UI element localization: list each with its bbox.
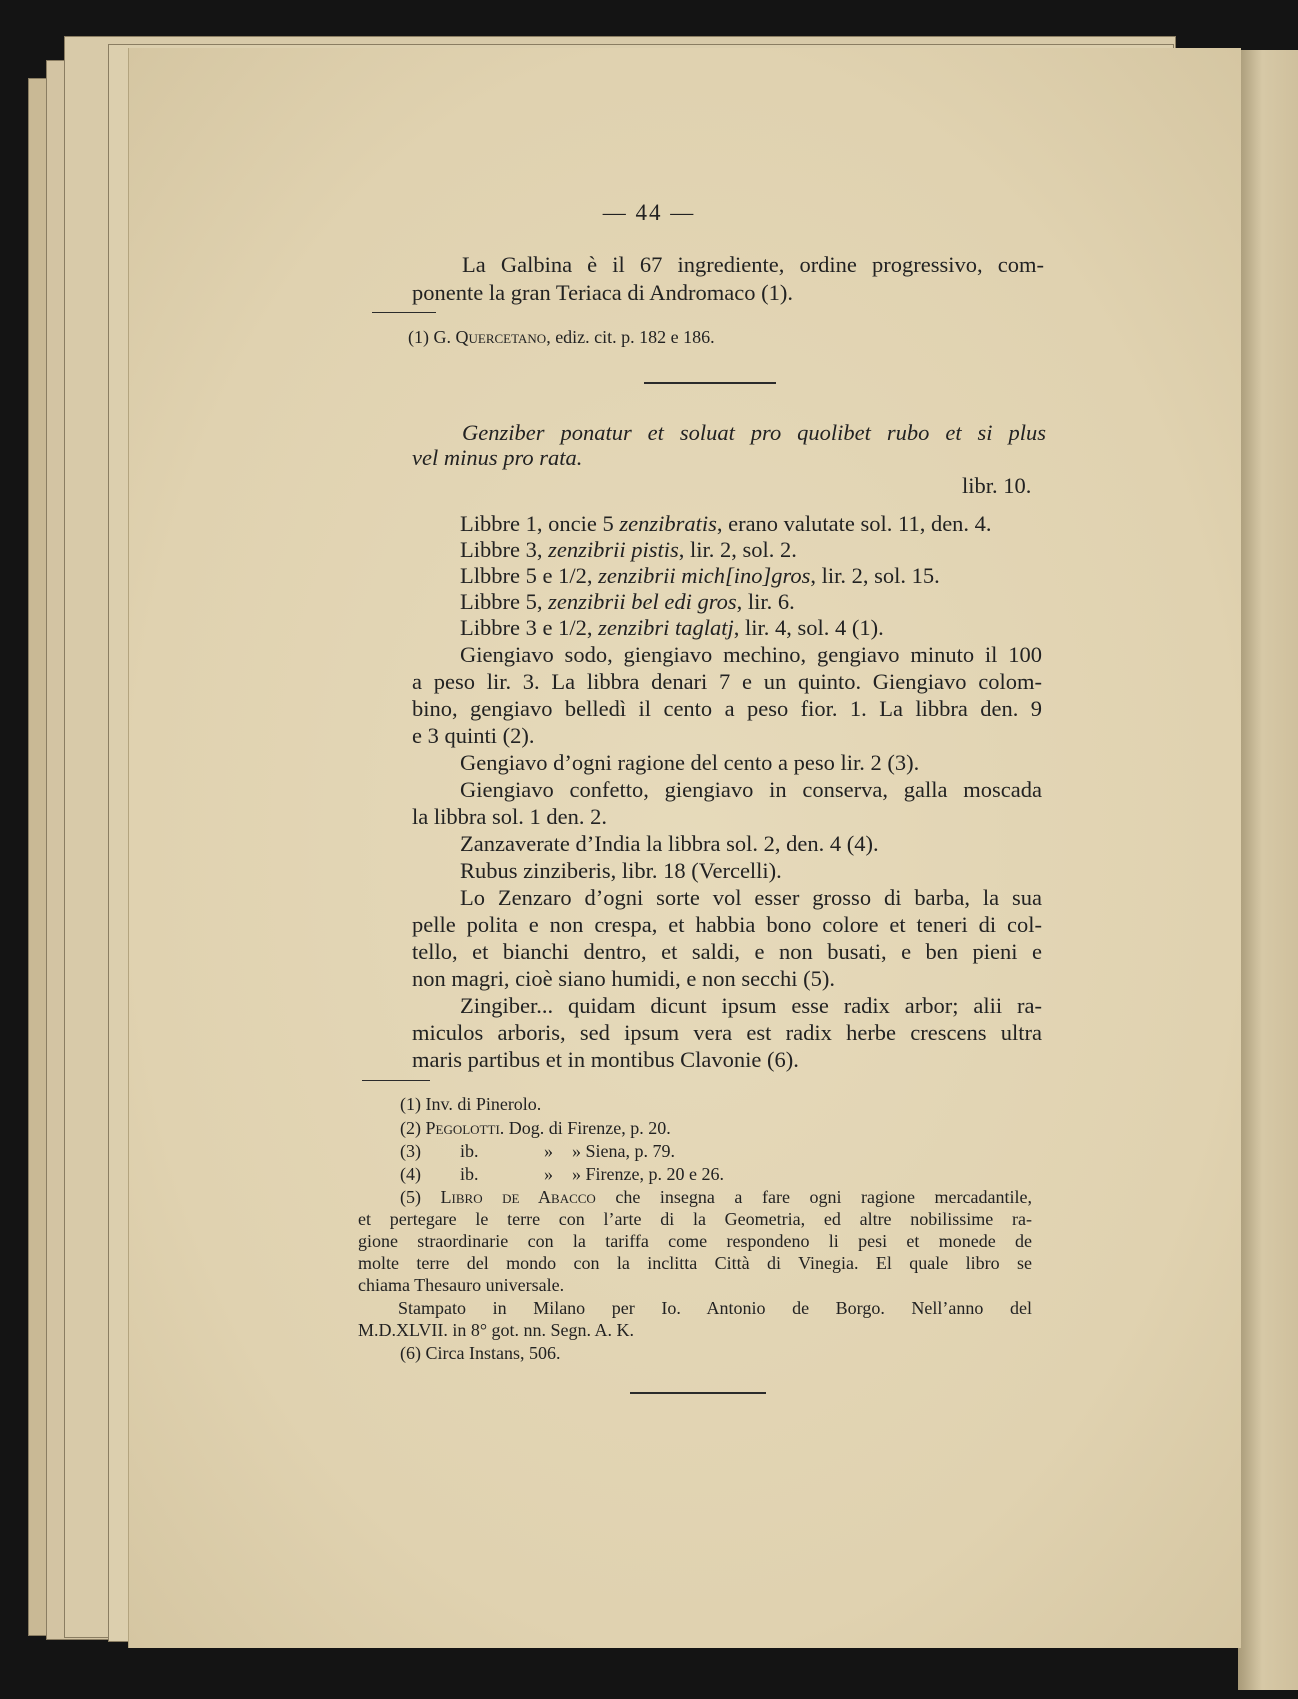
footnote-line: M.D.XLVII. in 8° got. nn. Segn. A. K. (358, 1320, 635, 1340)
footnote-author: Quercetano (455, 327, 547, 347)
footnote: (3) ib. » » Siena, p. 79. (400, 1141, 675, 1161)
footnote: (2) Pegolotti. Dog. di Firenze, p. 20. (400, 1118, 671, 1138)
title-line: Genziber ponatur et soluat pro quolibet rubo et si plus (462, 420, 1046, 445)
footnote (408, 327, 715, 349)
footnote-rule (372, 312, 436, 313)
text-line: la libbra sol. 1 den. 2. (412, 804, 607, 829)
text-line: bino, gengiavo belledì il cento a peso fior. 1. La libbra den. 9 (412, 696, 1042, 721)
entry-line: Libbre 1, oncie 5 zenzibratis, erano valutate sol. 11, den. 4. (460, 511, 992, 536)
footnote: (6) Circa Instans, 506. (400, 1343, 561, 1363)
footnote-rule (362, 1080, 430, 1081)
text-line: pelle polita e non crespa, et habbia bono colore et teneri di col- (412, 912, 1042, 937)
footnote: (1) Inv. di Pinerolo. (400, 1094, 542, 1114)
text-line: a peso lir. 3. La libbra denari 7 e un quinto. Giengiavo colom- (412, 669, 1042, 694)
text-line: maris partibus et in montibus Clavonie (6). (412, 1047, 799, 1072)
text-line: Giengiavo confetto, giengiavo in conserva, galla moscada (460, 777, 1042, 802)
footnote-line: chiama Thesauro universale. (358, 1275, 565, 1295)
text-line: Lo Zenzaro d’ogni sorte vol esser grosso di barba, la sua (460, 885, 1042, 910)
entry-line: Libbre 5, zenzibrii bel edi gros, lir. 6. (460, 589, 795, 614)
footnote: (5) Libro de Abacco che insegna a fare ogni ragione mercadantile, (400, 1187, 1032, 1207)
text-line: La Galbina è il 67 ingrediente, ordine progressivo, com- (462, 252, 1044, 277)
title-line: vel minus pro rata. (412, 445, 583, 470)
text-line: e 3 quinti (2). (412, 723, 535, 748)
text-line: tello, et bianchi dentro, et saldi, e non busati, e ben pieni e (412, 939, 1042, 964)
text-line: Zingiber... quidam dicunt ipsum esse radix arbor; alii ra- (460, 993, 1042, 1018)
facing-page-edge (1238, 50, 1298, 1690)
text-line: Gengiavo d’ogni ragione del cento a peso lir. 2 (3). (460, 750, 920, 775)
section-divider (630, 1392, 766, 1394)
text-line: ponente la gran Teriaca di Andromaco (1). (412, 280, 793, 305)
footnote-line: Stampato in Milano per Io. Antonio de Borgo. Nell’anno del (398, 1298, 1032, 1318)
text-line: Rubus zinziberis, libr. 18 (Vercelli). (460, 858, 782, 883)
text-line: Giengiavo sodo, giengiavo mechino, gengiavo minuto il 100 (460, 642, 1042, 667)
entry-line: Libbre 3, zenzibrii pistis, lir. 2, sol. 2. (460, 537, 797, 562)
footnote-line: et pertegare le terre con l’arte di la Geometria, ed altre nobilissime ra- (358, 1209, 1032, 1229)
text-line: non magri, cioè siano humidi, e non secchi (5). (412, 966, 836, 991)
footnote-line: molte terre del mondo con la inclitta Città di Vinegia. El quale libro se (358, 1253, 1032, 1273)
footnote-text: , ediz. cit. p. 182 e 186. (546, 327, 715, 347)
entry-line: Llbbre 5 e 1/2, zenzibrii mich[ino]gros, lir. 2, sol. 15. (460, 563, 940, 588)
section-divider (644, 382, 776, 384)
entry-line: Libbre 3 e 1/2, zenzibri taglatj, lir. 4, sol. 4 (1). (460, 615, 884, 640)
footnote-line: gione straordinarie con la tariffa come respondeno li pesi et monede de (358, 1231, 1032, 1251)
page-number: — 44 — (602, 200, 696, 225)
text-line: Zanzaverate d’India la libbra sol. 2, den. 4 (4). (460, 831, 879, 856)
footnote-number: (1) G. (408, 327, 456, 347)
text-line: miculos arboris, sed ipsum vera est radix herbe crescens ultra (412, 1020, 1042, 1045)
footnote: (4) ib. » » Firenze, p. 20 e 26. (400, 1164, 724, 1184)
measure: libr. 10. (962, 473, 1032, 498)
